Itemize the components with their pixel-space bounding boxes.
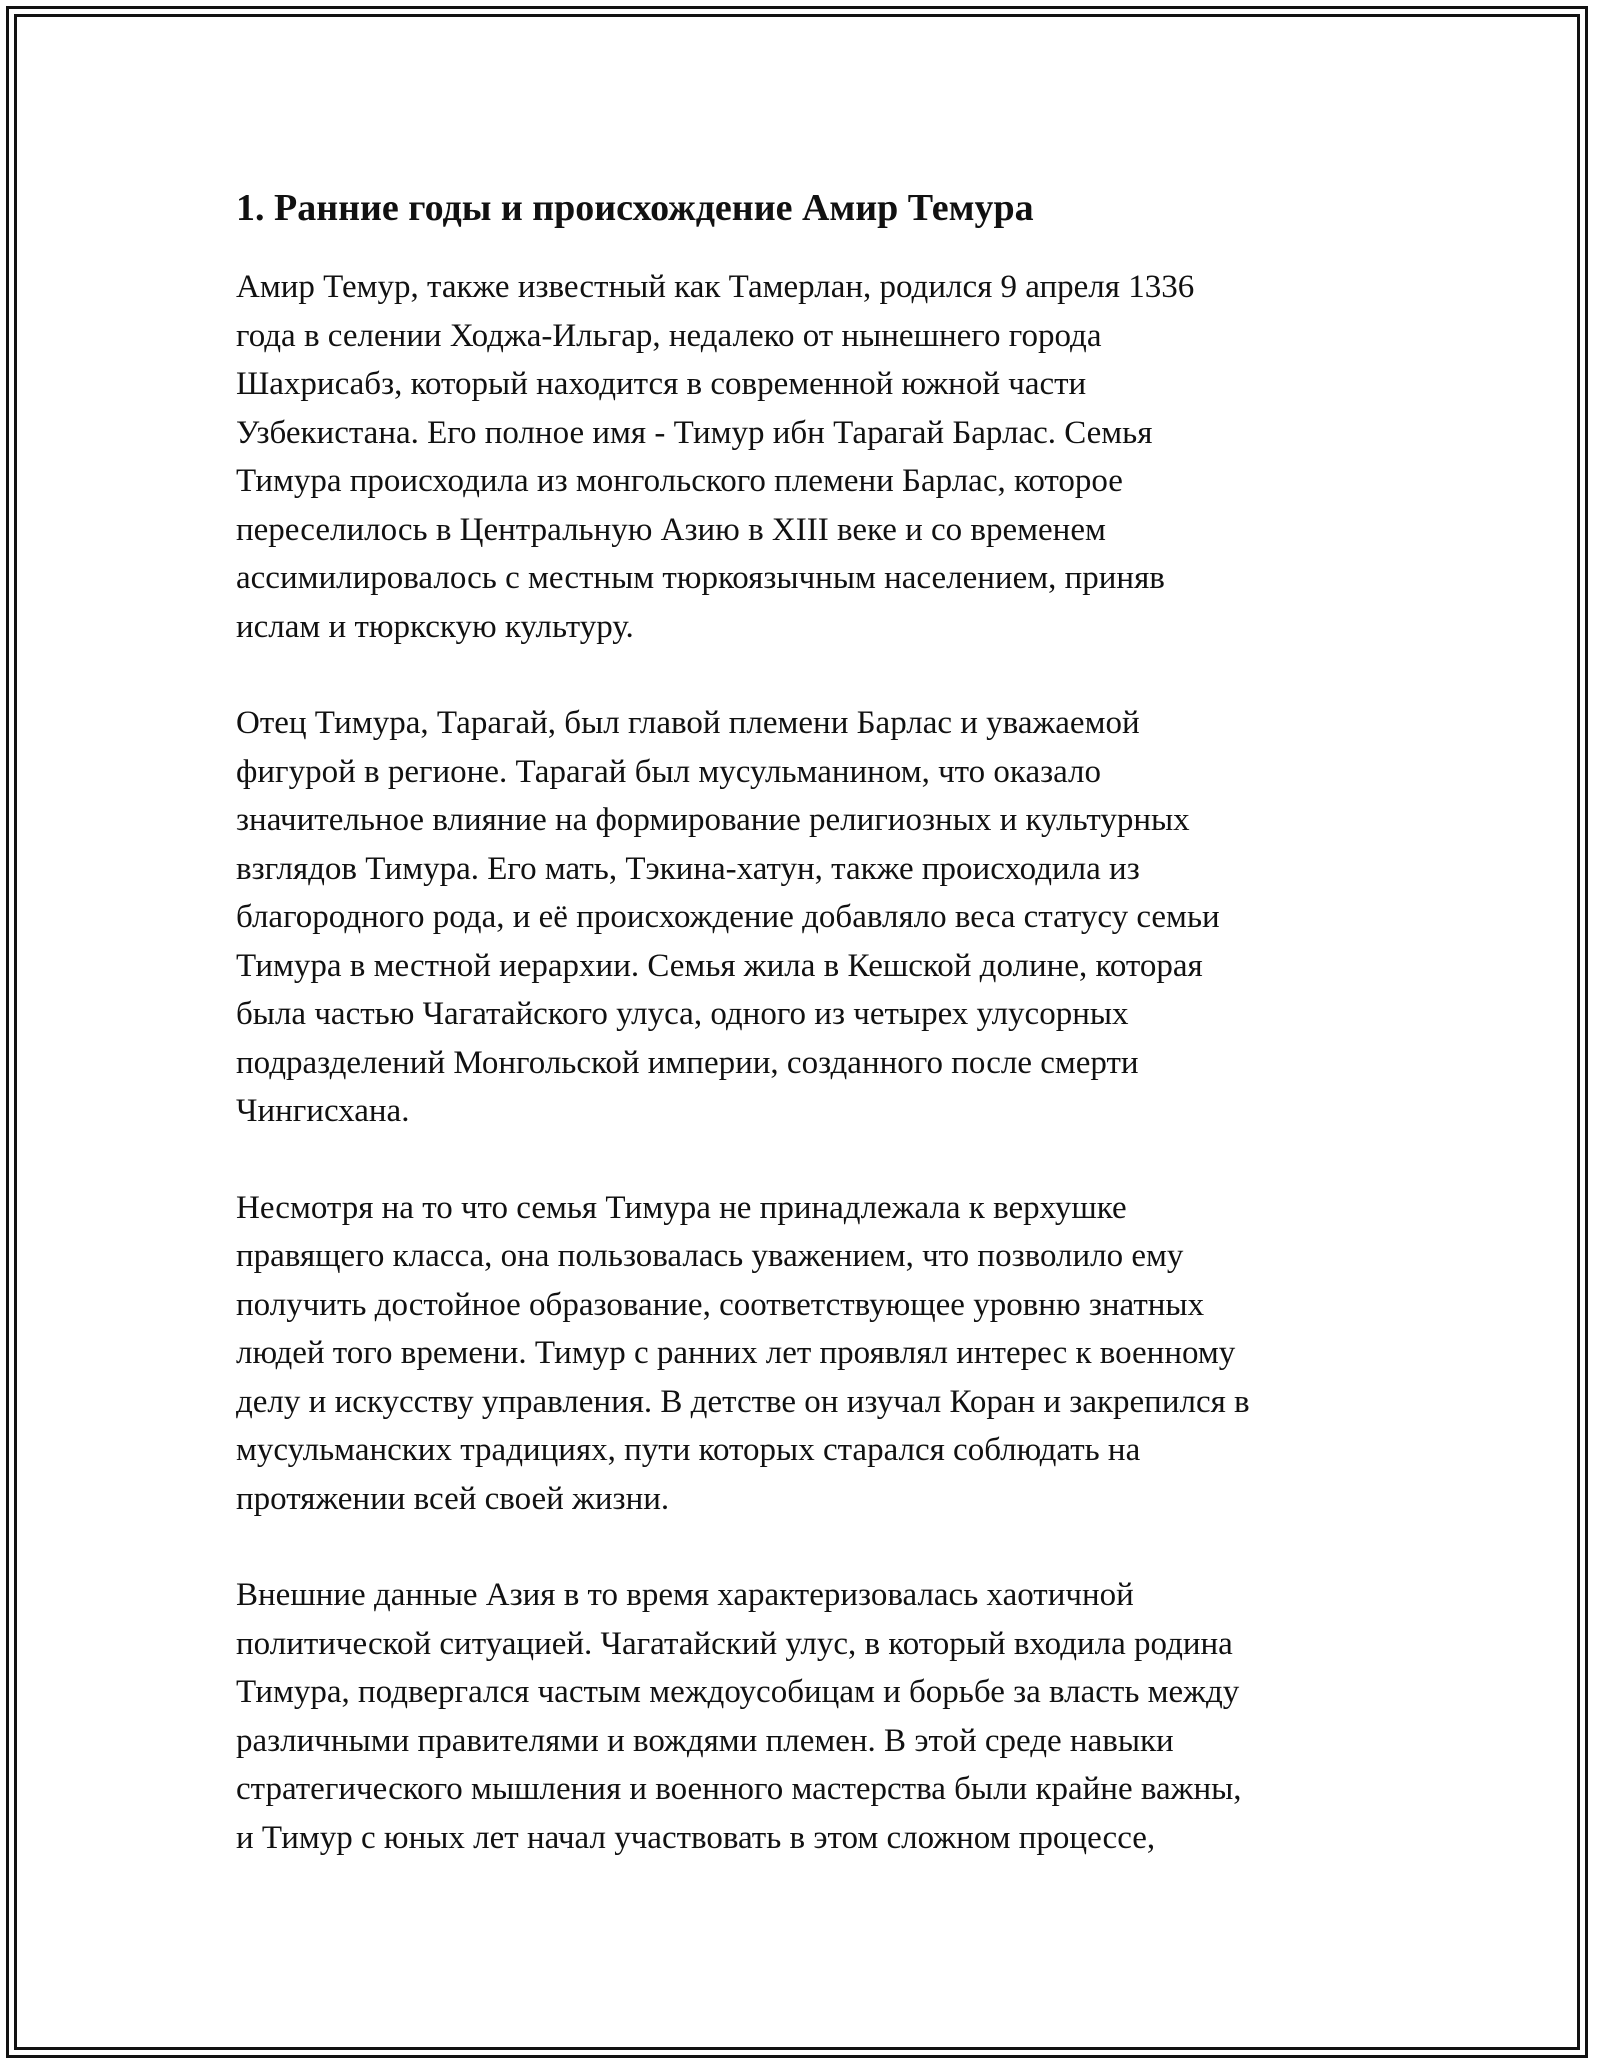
paragraph-line: Тимура, подвергался частым междоусобицам и борьбе за власть между [236, 1674, 1240, 1710]
paragraph-line: Отец Тимура, Тарагай, был главой племени Барлас и уважаемой [236, 705, 1140, 741]
paragraph-line: была частью Чагатайского улуса, одного из четырех улусорных [236, 996, 1129, 1032]
paragraph-line: Шахрисабз, который находится в современной южной части [236, 366, 1087, 402]
paragraph-line: людей того времени. Тимур с ранних лет проявлял интерес к военному [236, 1335, 1236, 1371]
paragraph-line: ислам и тюркскую культуру. [236, 608, 634, 645]
paragraph-line: и Тимур с юных лет начал участвовать в этом сложном процессе, [236, 1819, 1156, 1856]
paragraph-line: фигурой в регионе. Тарагай был мусульманином, что оказало [236, 753, 1102, 790]
paragraph-3 [236, 1184, 1406, 1524]
paragraph-line: получить достойное образование, соответствующее уровню знатных [236, 1286, 1205, 1323]
paragraph-line: Тимура происходила из монгольского племени Барлас, которое [236, 463, 1123, 499]
paragraph-line: Амир Темур, также известный как Тамерлан, родился 9 апреля 1336 [236, 269, 1195, 305]
paragraph-line: Тимура в местной иерархии. Семья жила в Кешской долине, которая [236, 947, 1203, 984]
paragraph-2 [236, 699, 1406, 1136]
paragraph-line: мусульманских традициях, пути которых старался соблюдать на [236, 1432, 1141, 1468]
paragraph-line: делу и искусству управления. В детстве он изучал Коран и закрепился в [236, 1383, 1250, 1420]
paragraph-4 [236, 1571, 1406, 1862]
paragraph-line: политической ситуацией. Чагатайский улус, в который входила родина [236, 1625, 1233, 1662]
paragraph-line: переселилось в Центральную Азию в XIII веке и со временем [236, 511, 1106, 548]
paragraph-line: года в селении Ходжа-Ильгар, недалеко от нынешнего города [236, 317, 1102, 354]
paragraph-line: стратегического мышления и военного мастерства были крайне важны, [236, 1771, 1242, 1807]
paragraph-line: ассимилировалось с местным тюркоязычным населением, приняв [236, 560, 1165, 596]
paragraph-line: протяжении всей своей жизни. [236, 1480, 670, 1517]
paragraph-line: различными правителями и вождями племен. В этой среде навыки [236, 1722, 1174, 1759]
paragraph-line: подразделений Монгольской империи, созданного после смерти [236, 1044, 1139, 1081]
section-heading: 1. Ранние годы и происхождение Амир Темура [236, 187, 1034, 229]
paragraph-line: значительное влияние на формирование религиозных и культурных [236, 802, 1190, 838]
paragraph-line: благородного рода, и её происхождение добавляло веса статусу семьи [236, 899, 1220, 935]
paragraph-line: Несмотря на то что семья Тимура не принадлежала к верхушке [236, 1189, 1127, 1226]
paragraph-line: Узбекистана. Его полное имя - Тимур ибн Тарагай Барлас. Семья [236, 414, 1153, 451]
document-body [236, 183, 1406, 1910]
paragraph-1 [236, 263, 1406, 651]
paragraph-line: Чингисхана. [236, 1093, 410, 1129]
paragraph-line: Внешние данные Азия в то время характеризовалась хаотичной [236, 1577, 1134, 1613]
paragraph-line: правящего класса, она пользовалась уважением, что позволило ему [236, 1238, 1184, 1274]
paragraph-line: взглядов Тимура. Его мать, Тэкина-хатун, также происходила из [236, 850, 1140, 887]
